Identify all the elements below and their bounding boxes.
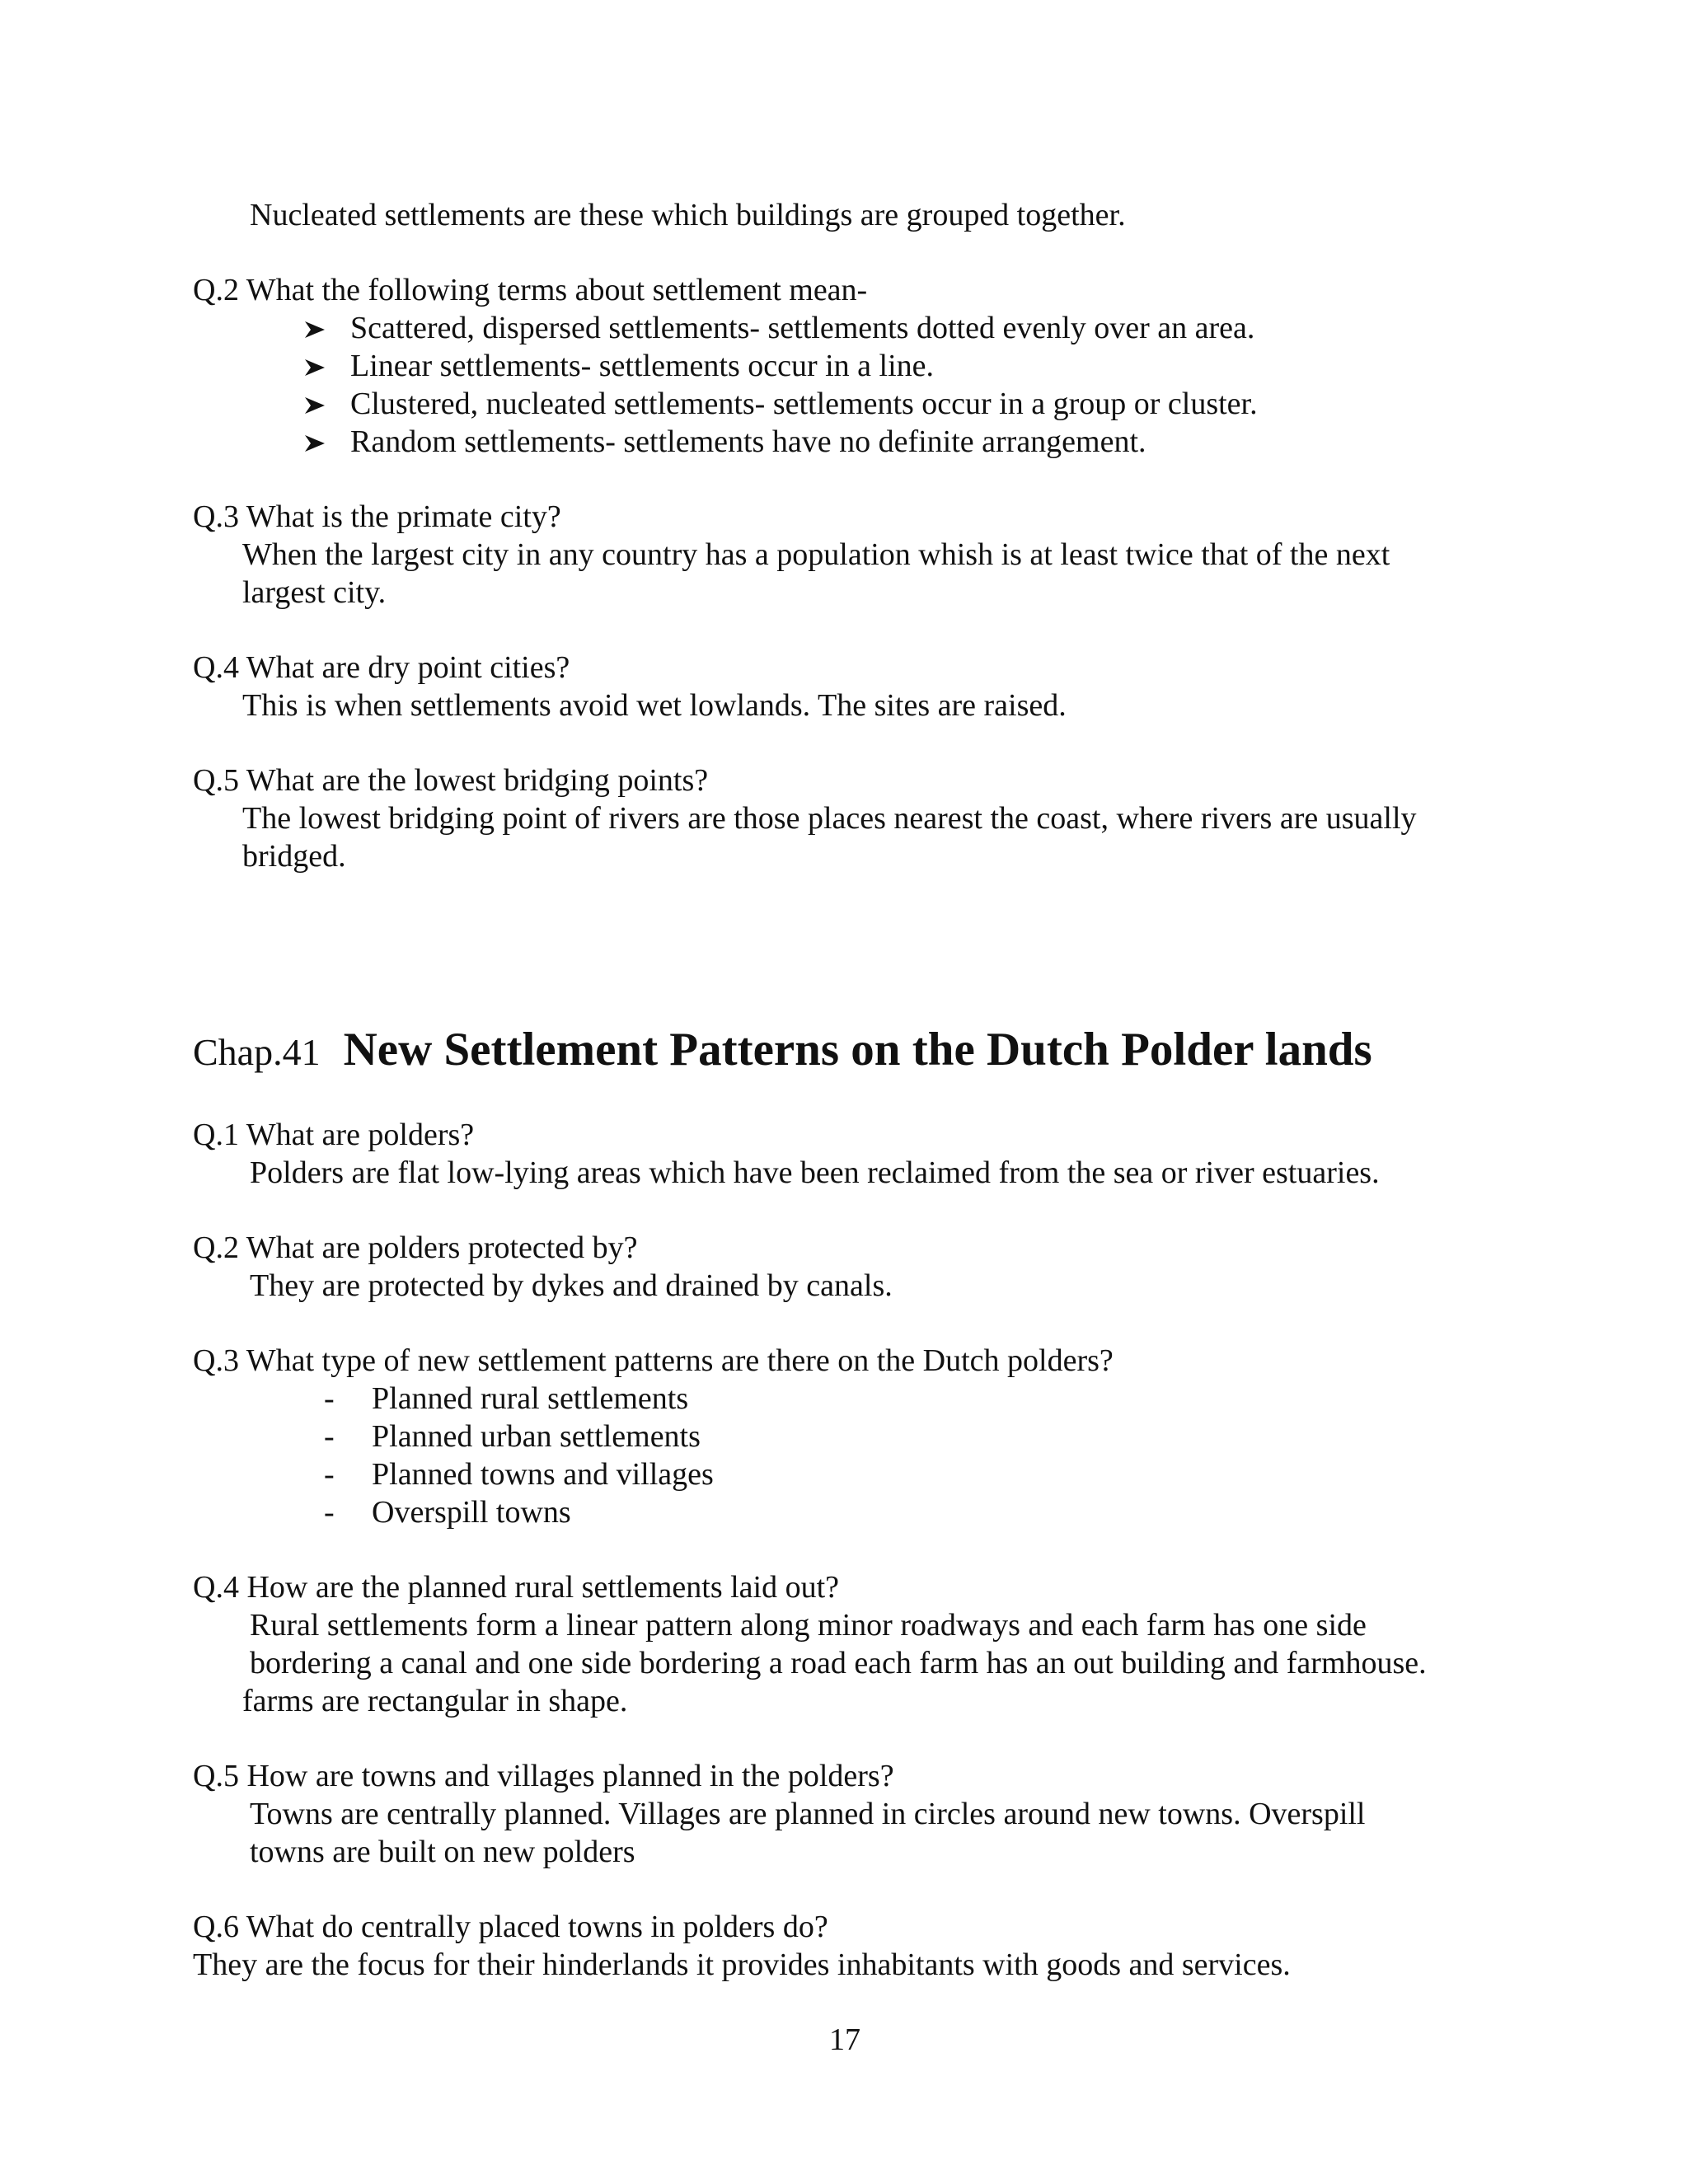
term-item: Clustered, nucleated settlements- settlements occur in a group or cluster. bbox=[350, 387, 1258, 421]
dash-bullet: - bbox=[324, 1381, 335, 1416]
answer-line: This is when settlements avoid wet lowlands. The sites are raised. bbox=[242, 688, 1067, 723]
dash-bullet: - bbox=[324, 1495, 335, 1530]
dash-bullet: - bbox=[324, 1457, 335, 1492]
pattern-item: Planned towns and villages bbox=[372, 1457, 714, 1492]
question-q3-settlement-patterns: Q.3 What type of new settlement patterns are there on the Dutch polders? bbox=[193, 1343, 1114, 1378]
question-q2-polders-protected: Q.2 What are polders protected by? bbox=[193, 1230, 638, 1265]
question-q5-towns-villages: Q.5 How are towns and villages planned in the polders? bbox=[193, 1759, 894, 1793]
answer-line: towns are built on new polders bbox=[250, 1835, 635, 1869]
term-item: Linear settlements- settlements occur in a line. bbox=[350, 349, 935, 383]
pattern-item: Planned rural settlements bbox=[372, 1381, 689, 1416]
answer-line: They are the focus for their hinderlands it provides inhabitants with goods and services. bbox=[193, 1947, 1291, 1982]
question-q2-terms: Q.2 What the following terms about settlement mean- bbox=[193, 273, 868, 307]
answer-line: largest city. bbox=[242, 575, 387, 610]
question-q4-rural-layout: Q.4 How are the planned rural settlements laid out? bbox=[193, 1570, 840, 1605]
arrowhead-bullet-icon bbox=[302, 393, 327, 418]
answer-line: bordering a canal and one side bordering a road each farm has an out building and farmhouse. bbox=[250, 1646, 1427, 1680]
answer-line: farms are rectangular in shape. bbox=[242, 1684, 628, 1718]
question-q1-polders: Q.1 What are polders? bbox=[193, 1118, 475, 1152]
chapter-number: Chap.41 bbox=[193, 1031, 321, 1073]
answer-line: When the largest city in any country has a population whish is at least twice that of the next bbox=[242, 537, 1390, 572]
question-q5-bridging-points: Q.5 What are the lowest bridging points? bbox=[193, 763, 709, 798]
intro-answer: Nucleated settlements are these which buildings are grouped together. bbox=[250, 198, 1126, 232]
pattern-item: Overspill towns bbox=[372, 1495, 571, 1530]
dash-bullet: - bbox=[324, 1419, 335, 1454]
answer-line: bridged. bbox=[242, 839, 346, 874]
question-q6-central-towns: Q.6 What do centrally placed towns in polders do? bbox=[193, 1910, 828, 1944]
chapter-title: New Settlement Patterns on the Dutch Polder lands bbox=[343, 1024, 1372, 1076]
term-item: Random settlements- settlements have no definite arrangement. bbox=[350, 424, 1146, 459]
chapter-heading bbox=[193, 1025, 1372, 1077]
answer-line: Polders are flat low-lying areas which have been reclaimed from the sea or river estuaries. bbox=[250, 1155, 1380, 1190]
pattern-item: Planned urban settlements bbox=[372, 1419, 701, 1454]
question-q3-primate-city: Q.3 What is the primate city? bbox=[193, 499, 561, 534]
arrowhead-bullet-icon bbox=[302, 355, 327, 380]
question-q4-dry-point: Q.4 What are dry point cities? bbox=[193, 650, 570, 685]
answer-line: Towns are centrally planned. Villages are planned in circles around new towns. Overspill bbox=[250, 1797, 1366, 1831]
arrowhead-bullet-icon bbox=[302, 317, 327, 342]
answer-line: Rural settlements form a linear pattern along minor roadways and each farm has one side bbox=[250, 1608, 1367, 1643]
term-item: Scattered, dispersed settlements- settlements dotted evenly over an area. bbox=[350, 311, 1255, 345]
answer-line: They are protected by dykes and drained by canals. bbox=[250, 1268, 893, 1303]
arrowhead-bullet-icon bbox=[302, 431, 327, 456]
page-number: 17 bbox=[829, 2022, 860, 2057]
answer-line: The lowest bridging point of rivers are those places nearest the coast, where rivers are usually bbox=[242, 801, 1417, 836]
